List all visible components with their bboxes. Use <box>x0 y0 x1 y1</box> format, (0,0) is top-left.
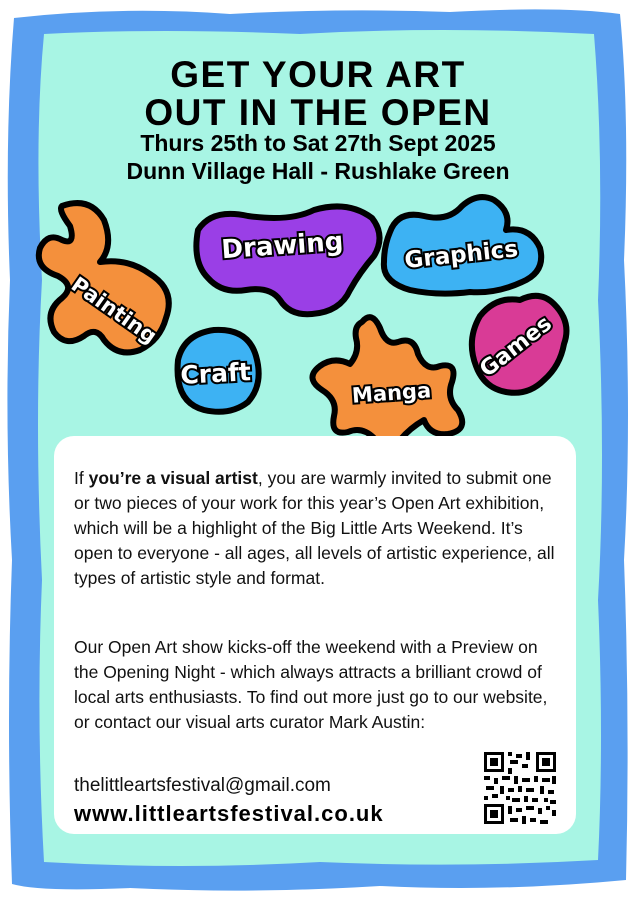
painting-label: Painting <box>66 272 162 349</box>
contact-email[interactable]: thelittleartsfestival@gmail.com <box>74 775 331 796</box>
title-line-1: GET YOUR ART <box>170 54 466 95</box>
intro-rest: , you are warmly invited to submit one or two pieces of your work for this year’s Open Art exhibition, which will be a highlight of the Big Little Arts Weekend. It’s open to everyone - all ages, all levels of artistic experience, all types of artistic style and format. <box>74 468 555 588</box>
qr-code[interactable] <box>482 750 558 826</box>
event-dates: Thurs 25th to Sat 27th Sept 2025 <box>140 130 496 156</box>
intro-lead: If <box>74 468 89 488</box>
website-link[interactable]: www.littleartsfestival.co.uk <box>74 801 384 826</box>
games-label: Games <box>475 311 557 383</box>
graphics-blob <box>384 197 541 294</box>
manga-blob <box>312 317 462 445</box>
event-venue: Dunn Village Hall - Rushlake Green <box>126 158 510 184</box>
craft-label: Craft <box>179 357 252 390</box>
graphics-label: Graphics <box>403 236 520 274</box>
preview-paragraph: Our Open Art show kicks-off the weekend with a Preview on the Opening Night - which always attracts a brilliant crowd of local arts enthusiasts. To find out more just go to our website, or contact our visual arts curator Mark Austin: <box>74 637 548 732</box>
painting-blob <box>39 203 169 352</box>
intro-bold: you’re a visual artist <box>88 468 258 488</box>
intro-paragraph <box>74 466 564 591</box>
drawing-label: Drawing <box>220 226 345 266</box>
manga-label: Manga <box>351 378 432 408</box>
games-blob <box>472 296 567 393</box>
craft-blob <box>178 330 259 412</box>
drawing-blob <box>196 206 379 314</box>
title-line-2: OUT IN THE OPEN <box>144 92 492 133</box>
